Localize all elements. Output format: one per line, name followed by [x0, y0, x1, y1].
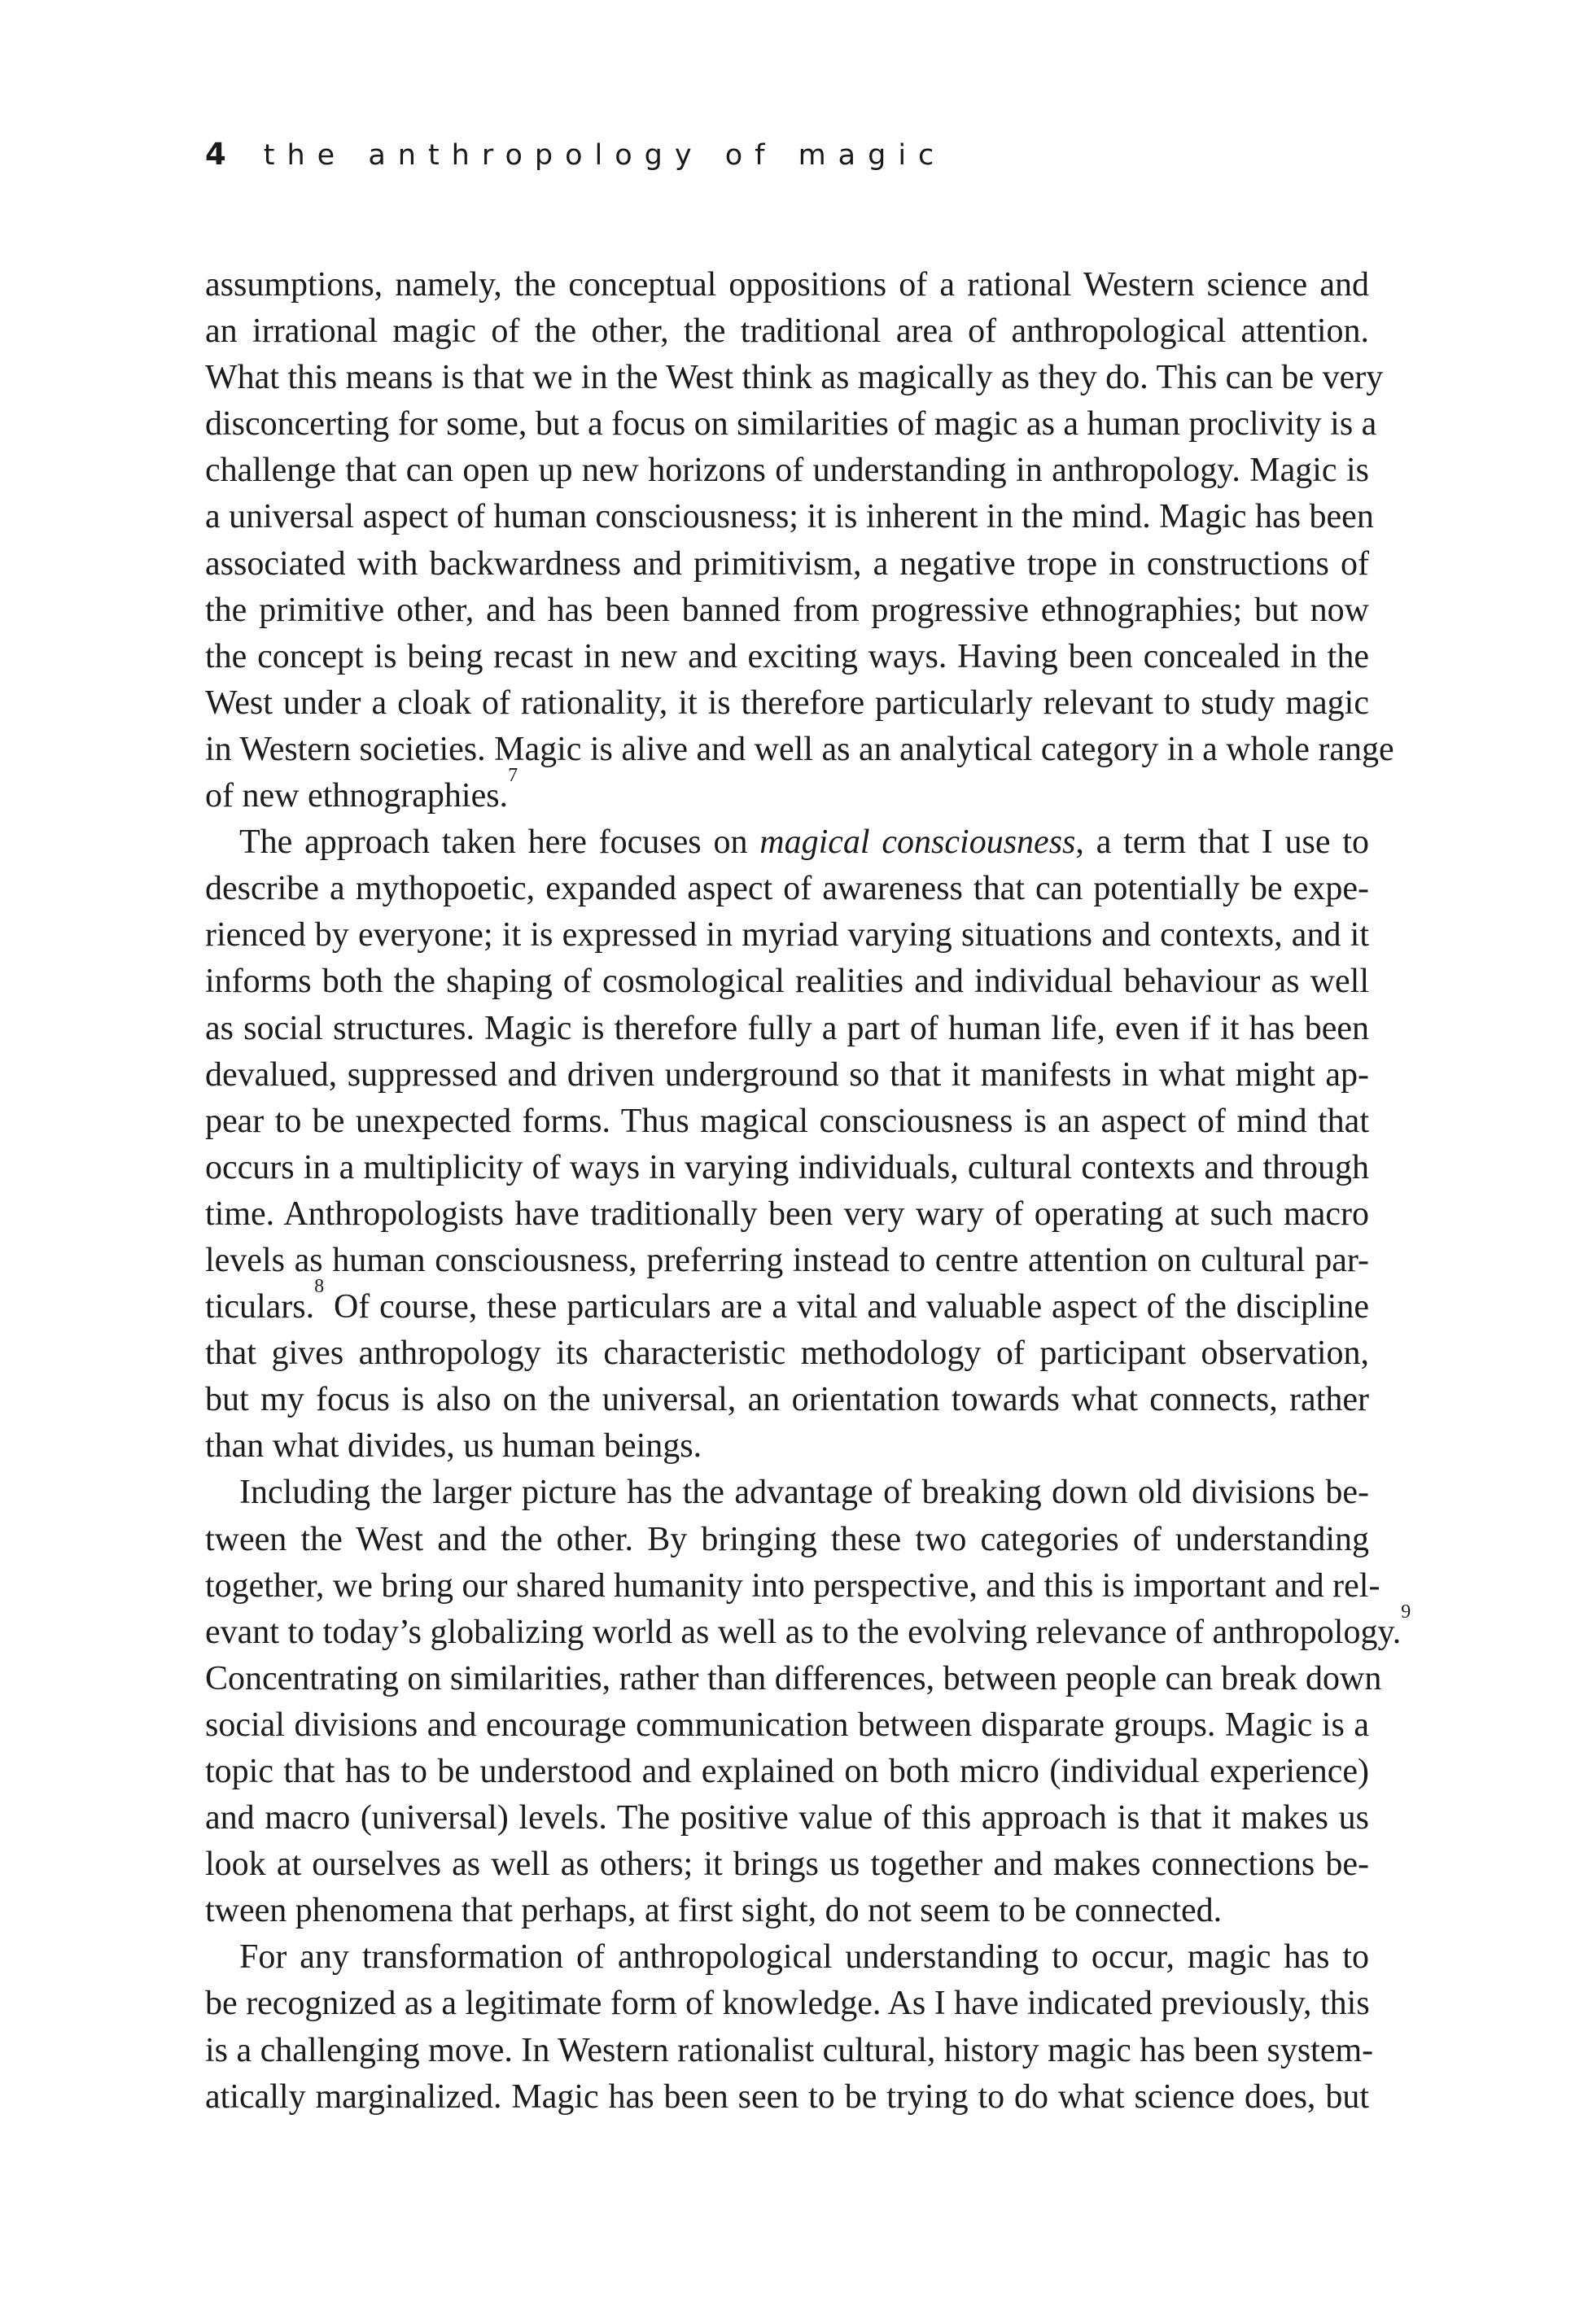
text-line: disconcerting for some, but a focus on similarities of magic as a human proclivity is a: [205, 405, 1377, 443]
text-line: social divisions and encourage communication between disparate groups. Magic is a: [205, 1706, 1369, 1744]
text-line: time. Anthropologists have traditionally been very wary of operating at such macro: [205, 1195, 1369, 1233]
text-line: [205, 819, 1369, 866]
paragraph-2: [205, 819, 1369, 1470]
paragraph-3: [205, 1470, 1411, 1934]
line-text: ticulars.: [205, 1288, 315, 1326]
text-line: informs both the shaping of cosmological realities and individual behaviour as well: [205, 963, 1369, 1001]
text-line: a universal aspect of human consciousness; it is inherent in the mind. Magic has been: [205, 498, 1374, 536]
text-line: West under a cloak of rationality, it is therefore particularly relevant to study magic: [205, 684, 1369, 722]
text-line: rienced by everyone; it is expressed in myriad varying situations and contexts, and it: [205, 916, 1369, 954]
text-line: levels as human consciousness, preferring instead to centre attention on cultural par-: [205, 1241, 1369, 1279]
text-line: For any transformation of anthropological understanding to occur, magic has to: [239, 1938, 1369, 1977]
line-text: , a term that I use to: [1075, 823, 1370, 862]
text-line: than what divides, us human beings.: [205, 1427, 702, 1466]
text-line: challenge that can open up new horizons of understanding in anthropology. Magic is: [205, 452, 1369, 490]
text-line: [205, 765, 1369, 819]
text-line: describe a mythopoetic, expanded aspect of awareness that can potentially be expe-: [205, 870, 1369, 908]
text-line: the primitive other, and has been banned from progressive ethnographies; but now: [205, 591, 1369, 629]
text-line: as social structures. Magic is therefore fully a part of human life, even if it has been: [205, 1009, 1369, 1047]
running-head: [205, 137, 946, 186]
paragraph-1: [205, 262, 1394, 819]
running-title: the anthropology of magic: [263, 139, 947, 172]
text-line: Concentrating on similarities, rather than differences, between people can break down: [205, 1659, 1382, 1697]
line-text: The approach taken here focuses on: [239, 823, 760, 862]
text-line: look at ourselves as well as others; it brings us together and makes connections be-: [205, 1846, 1369, 1884]
text-line: [205, 1276, 1369, 1330]
text-line: occurs in a multiplicity of ways in varying individuals, cultural contexts and through: [205, 1148, 1369, 1186]
text-line: What this means is that we in the West think as magically as they do. This can be very: [205, 359, 1384, 397]
text-line: an irrational magic of the other, the traditional area of anthropological attention.: [205, 312, 1369, 351]
text-line: tween phenomena that perhaps, at first sight, do not seem to be connected.: [205, 1892, 1223, 1930]
text-line: associated with backwardness and primitivism, a negative trope in constructions of: [205, 544, 1369, 583]
text-line: tween the West and the other. By bringing these two categories of understanding: [205, 1520, 1369, 1558]
line-text: Of course, these particulars are a vital and valuable aspect of the discipline: [324, 1288, 1369, 1326]
text-line: together, we bring our shared humanity into perspective, and this is important and rel-: [205, 1566, 1380, 1605]
line-text: of new ethnographies.: [205, 777, 509, 815]
text-line: that gives anthropology its characteristic methodology of participant observation,: [205, 1335, 1369, 1373]
text-line: [205, 1601, 1411, 1656]
text-line: atically marginalized. Magic has been seen to be trying to do what science does, but: [205, 2077, 1369, 2116]
text-line: in Western societies. Magic is alive and well as an analytical category in a whole range: [205, 730, 1394, 768]
footnote-ref-7[interactable]: 7: [508, 765, 518, 787]
text-line: assumptions, namely, the conceptual oppositions of a rational Western science and: [205, 266, 1369, 304]
text-line: and macro (universal) levels. The positive value of this approach is that it makes us: [205, 1799, 1369, 1837]
text-line: but my focus is also on the universal, an orientation towards what connects, rather: [205, 1381, 1369, 1419]
text-line: the concept is being recast in new and exciting ways. Having been concealed in the: [205, 637, 1369, 675]
page-number: 4: [205, 137, 226, 172]
text-line: Including the larger picture has the advantage of breaking down old divisions be-: [239, 1474, 1369, 1512]
text-line: devalued, suppressed and driven underground so that it manifests in what might ap-: [205, 1055, 1369, 1094]
line-text: evant to today’s globalizing world as well as to the evolving relevance of anthropology.: [205, 1613, 1402, 1651]
text-line: topic that has to be understood and explained on both micro (individual experience): [205, 1753, 1369, 1790]
body-text: [205, 262, 1411, 2121]
italic-term: magical consciousness: [759, 823, 1076, 862]
text-line: pear to be unexpected forms. Thus magical consciousness is an aspect of mind that: [205, 1102, 1369, 1140]
text-line: be recognized as a legitimate form of knowledge. As I have indicated previously, this: [205, 1985, 1370, 2023]
paragraph-4: [205, 1934, 1374, 2120]
footnote-ref-9[interactable]: 9: [1401, 1601, 1411, 1623]
text-line: is a challenging move. In Western rationalist cultural, history magic has been system-: [205, 2031, 1374, 2069]
footnote-ref-8[interactable]: 8: [314, 1276, 325, 1298]
